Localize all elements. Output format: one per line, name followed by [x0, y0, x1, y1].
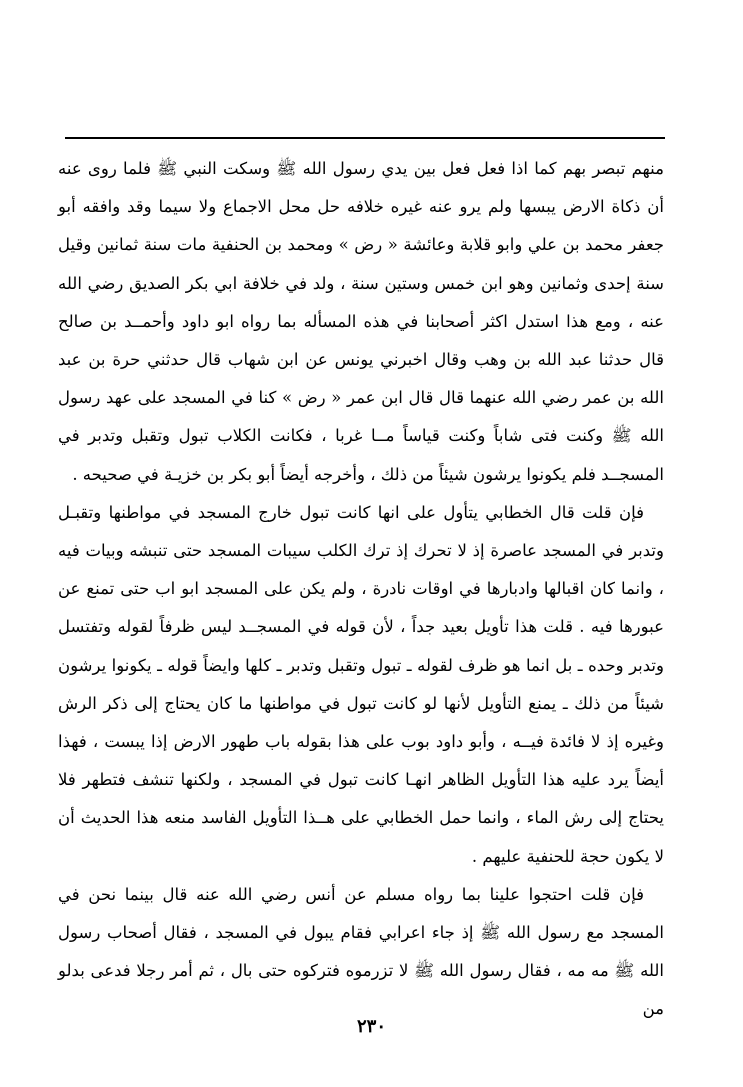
page-number: ٢٣٠ — [356, 1016, 386, 1037]
paragraph-2: فإن قلت قال الخطابي يتأول على انها كانت تبول خارج المسجد في مواطنها وتقبـل وتدبر في المسجد عاصرة إذ لا تحرك إذ ترك الكلب سيبات المسجد حتى تنبشه وبيات فيه ، وانما كان اقبالها وادبارها في اوقات نادرة ، ولم يكن على المسجد ابو اب حتى تمنع عن عبورها فيه . قلت هذا تأويل بعيد جداً ، لأن قوله في المسجــد ليس ظرفاً لقوله وتفتسل وتدبر وحده ـ بل انما هو ظرف لقوله ـ تبول وتقبل وتدبر ـ كلها وايضاً قوله ـ يكونوا يرشون شيئاً من ذلك ـ يمنع التأويل لأنها لو كانت تبول في مواطنها ما كان يحتاج إلى ذكر الرش وغيره إذ لا فائدة فيــه ، وأبو داود بوب على هذا بقوله باب طهور الارض إذا يبست ، فهذا أيضاً يرد عليه هذا التأويل الظاهر انهـا كانت تبول في المسجد ، ولكنها تنشف فتطهر فلا يحتاج إلى رش الماء ، وانما حمل الخطابي على هــذا التأويل الفاسد منعه هذا الحديث أن لا يكون حجة للحنفية عليهم . — [58, 502, 664, 866]
header-rule — [65, 137, 665, 139]
body-text — [58, 150, 664, 1029]
paragraph-1: منهم تبصر بهم كما اذا فعل فعل بين يدي رسول الله ﷺ وسكت النبي ﷺ فلما روى عنه أن ذكاة الارض يبسها ولم يرو عنه غيره خلافه حل محل الاجماع ولا سيما وقد وافقه أبو جعفر محمد بن علي وابو قلابة وعائشة « رض » ومحمد بن الحنفية مات سنة ثمانين وقيل سنة إحدى وثمانين وهو ابن خمس وستين سنة ، ولد في خلافة ابي بكر الصديق رضي الله عنه ، ومع هذا استدل اكثر أصحابنا في هذه المسأله بما رواه ابو داود وأحمــد بن صالح قال حدثنا عبد الله بن وهب وقال اخبرني يونس عن ابن شهاب قال حدثني حرة بن عبد الله بن عمر رضي الله عنهما قال قال ابن عمر « رض » كنا في المسجد على عهد رسول الله ﷺ وكنت فتى شاباً وكنت قياساً مــا غربا ، فكانت الكلاب تبول وتقبل وتدبر في المسجــد فلم يكونوا يرشون شيئاً من ذلك ، وأخرجه أيضاً أبو بكر بن خزيـة في صحيحه . — [58, 159, 664, 484]
paragraph-3: فإن قلت احتجوا علينا بما رواه مسلم عن أنس رضي الله عنه قال بينما نحن في المسجد مع رسول الله ﷺ إذ جاء اعرابي فقام يبول في المسجد ، فقال أصحاب رسول الله ﷺ مه مه ، فقال رسول الله ﷺ لا تزرموه فتركوه حتى بال ، ثم أمر رجلا فدعى بدلو من — [58, 884, 664, 1019]
